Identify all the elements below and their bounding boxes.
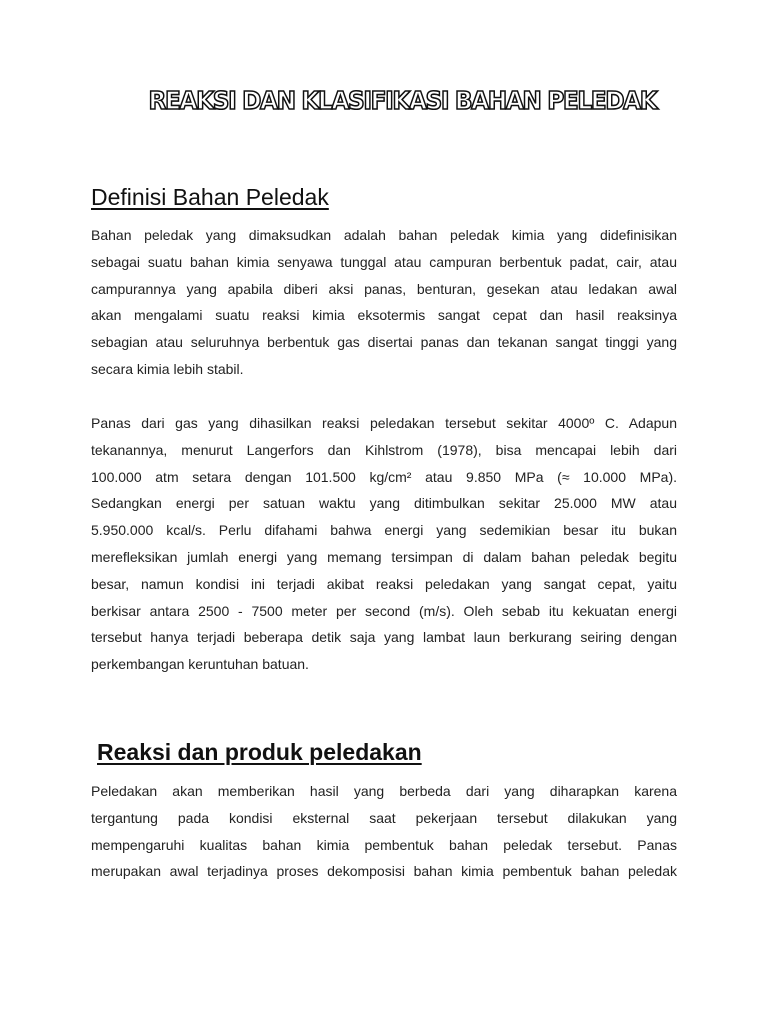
text-line: campurannya yang apabila diberi aksi panas, benturan, gesekan atau ledakan awal — [91, 280, 677, 297]
text-line: tersebut hanya terjadi beberapa detik saja yang lambat laun berkurang seiring dengan — [91, 629, 677, 646]
text-line: sebagai suatu bahan kimia senyawa tunggal atau campuran berbentuk padat, cair, atau — [91, 253, 677, 270]
document-title: REAKSI DAN KLASIFIKASI BAHAN PELEDAK — [148, 86, 657, 115]
text-line: sebagian atau seluruhnya berbentuk gas disertai panas dan tekanan sangat tinggi yang — [91, 334, 677, 351]
paragraph-panas — [91, 410, 677, 678]
text-line: merefleksikan jumlah energi yang memang tersimpan di dalam bahan peledak begitu — [91, 548, 677, 565]
paragraph-reaksi — [91, 778, 677, 885]
text-line: Bahan peledak yang dimaksudkan adalah bahan peledak kimia yang didefinisikan — [91, 227, 677, 243]
text-line: Peledakan akan memberikan hasil yang berbeda dari yang diharapkan karena — [91, 783, 677, 799]
text-line: Panas dari gas yang dihasilkan reaksi peledakan tersebut sekitar 4000º C. Adapun — [91, 415, 677, 431]
section-heading-reaksi: Reaksi dan produk peledakan — [97, 739, 422, 765]
text-line: berkisar antara 2500 - 7500 meter per second (m/s). Oleh sebab itu kekuatan energi — [91, 602, 677, 619]
text-line: akan mengalami suatu reaksi kimia eksotermis sangat cepat dan hasil reaksinya — [91, 307, 677, 324]
text-line: mempengaruhi kualitas bahan kimia pembentuk bahan peledak tersebut. Panas — [91, 836, 677, 853]
text-line: Sedangkan energi per satuan waktu yang ditimbulkan sekitar 25.000 MW atau — [91, 495, 677, 512]
text-line: 100.000 atm setara dengan 101.500 kg/cm² atau 9.850 MPa (≈ 10.000 MPa). — [91, 468, 677, 485]
text-line: 5.950.000 kcal/s. Perlu difahami bahwa energi yang sedemikian besar itu bukan — [91, 522, 677, 539]
paragraph-definisi — [91, 222, 677, 383]
text-line: perkembangan keruntuhan batuan. — [91, 656, 309, 673]
text-line: secara kimia lebih stabil. — [91, 360, 244, 377]
text-line: besar, namun kondisi ini terjadi akibat reaksi peledakan yang sangat cepat, yaitu — [91, 575, 677, 592]
text-line: merupakan awal terjadinya proses dekomposisi bahan kimia pembentuk bahan peledak — [91, 863, 677, 880]
section-heading-definisi: Definisi Bahan Peledak — [91, 184, 329, 210]
text-line: tekanannya, menurut Langerfors dan Kihlstrom (1978), bisa mencapai lebih dari — [91, 441, 677, 458]
text-line: tergantung pada kondisi eksternal saat pekerjaan tersebut dilakukan yang — [91, 809, 677, 826]
